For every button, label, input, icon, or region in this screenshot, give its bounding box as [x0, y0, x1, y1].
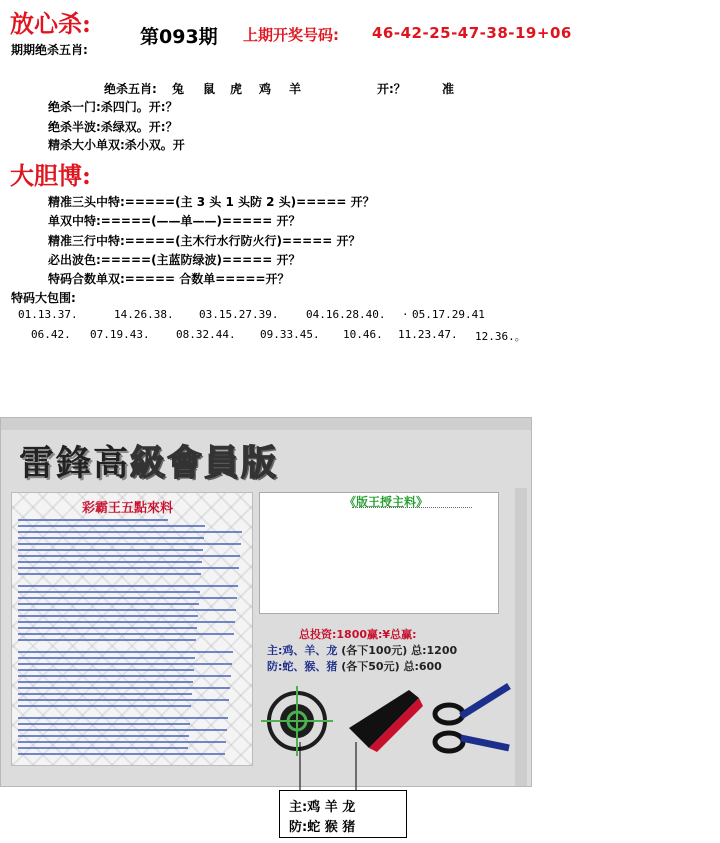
main-bet-each: (各下100元): [341, 644, 408, 657]
pack-number-group: 12.36.。: [475, 330, 526, 343]
pack-number-group: 14.26.38.: [114, 308, 174, 321]
pack-number-group: 04.16.28.40.: [306, 308, 386, 321]
pack-number-group: 05.17.29.41: [412, 308, 485, 321]
right-panel-header: 《版王授主料》: [344, 495, 429, 509]
main-bet-total: 总:1200: [411, 644, 458, 657]
bottom-main-zodiacs: 主:鸡 羊 龙: [289, 800, 356, 815]
pack-number-group: 10.46.: [343, 328, 383, 341]
total-investment-line: 总投资:1800赢:¥总赢:: [299, 628, 417, 641]
kill-five-label: 绝杀五肖:: [104, 82, 157, 96]
zodiac-2: 鼠: [203, 82, 216, 96]
pack-number-group: 07.19.43.: [90, 328, 150, 341]
bold-bet-title: 大胆博:: [10, 161, 91, 190]
odd-even-line: 单双中特:=====(——单——)===== 开？: [48, 214, 301, 228]
bottom-summary-box: [279, 790, 407, 838]
pack-number-group: 03.15.27.39.: [199, 308, 279, 321]
pack-mark: ·: [402, 308, 409, 321]
defend-bet-total: 总:600: [403, 660, 442, 673]
kill-wave-line: 绝杀半波:杀绿双。开:？: [48, 120, 178, 134]
poster-title-outline: 級會員版: [130, 443, 279, 484]
issue-number: 第093期: [140, 26, 218, 48]
accurate-mark: 准: [442, 82, 455, 96]
main-bet-label: 主:鸡、羊、龙: [267, 644, 338, 657]
open-label: 开:？: [377, 82, 406, 96]
sum-odd-even-line: 特码合数单双:===== 合数单=====开？: [48, 272, 290, 286]
kill-size-line: 精杀大小单双:杀小双。开: [48, 138, 185, 152]
left-panel-header: 彩霸王五點來料: [82, 501, 174, 516]
fangxin-kill-title: 放心杀:: [10, 9, 91, 38]
pack-number-group: 01.13.37.: [18, 308, 78, 321]
three-element-line: 精准三行中特:=====(主木行水行防火行)===== 开？: [48, 234, 361, 248]
zodiac-1: 兔: [172, 82, 185, 96]
last-draw-label: 上期开奖号码:: [243, 26, 339, 44]
defend-bet-each: (各下50元): [341, 660, 400, 673]
big-pack-label: 特码大包围:: [11, 291, 76, 305]
pack-number-group: 08.32.44.: [176, 328, 236, 341]
zodiac-3: 虎: [230, 82, 243, 96]
three-head-line: 精准三头中特:=====(主 3 头 1 头防 2 头)===== 开？: [48, 195, 375, 209]
pack-number-group: 06.42.: [31, 328, 71, 341]
poster-title-plain: 雷鋒高: [19, 443, 131, 484]
wave-color-line: 必出波色:=====(主蓝防绿波)===== 开？: [48, 253, 301, 267]
last-draw-numbers: 46-42-25-47-38-19+06: [372, 24, 572, 42]
bottom-defend-zodiacs: 防:蛇 猴 猪: [289, 820, 356, 835]
kill-five-zodiac-label: 期期绝杀五肖:: [11, 43, 88, 57]
zodiac-4: 鸡: [259, 82, 272, 96]
zodiac-5: 羊: [289, 82, 302, 96]
defend-bet-label: 防:蛇、猴、猪: [267, 660, 338, 673]
pack-number-group: 09.33.45.: [260, 328, 320, 341]
kill-door-line: 绝杀一门:杀四门。开:？: [48, 100, 178, 114]
pack-number-group: 11.23.47.: [398, 328, 458, 341]
